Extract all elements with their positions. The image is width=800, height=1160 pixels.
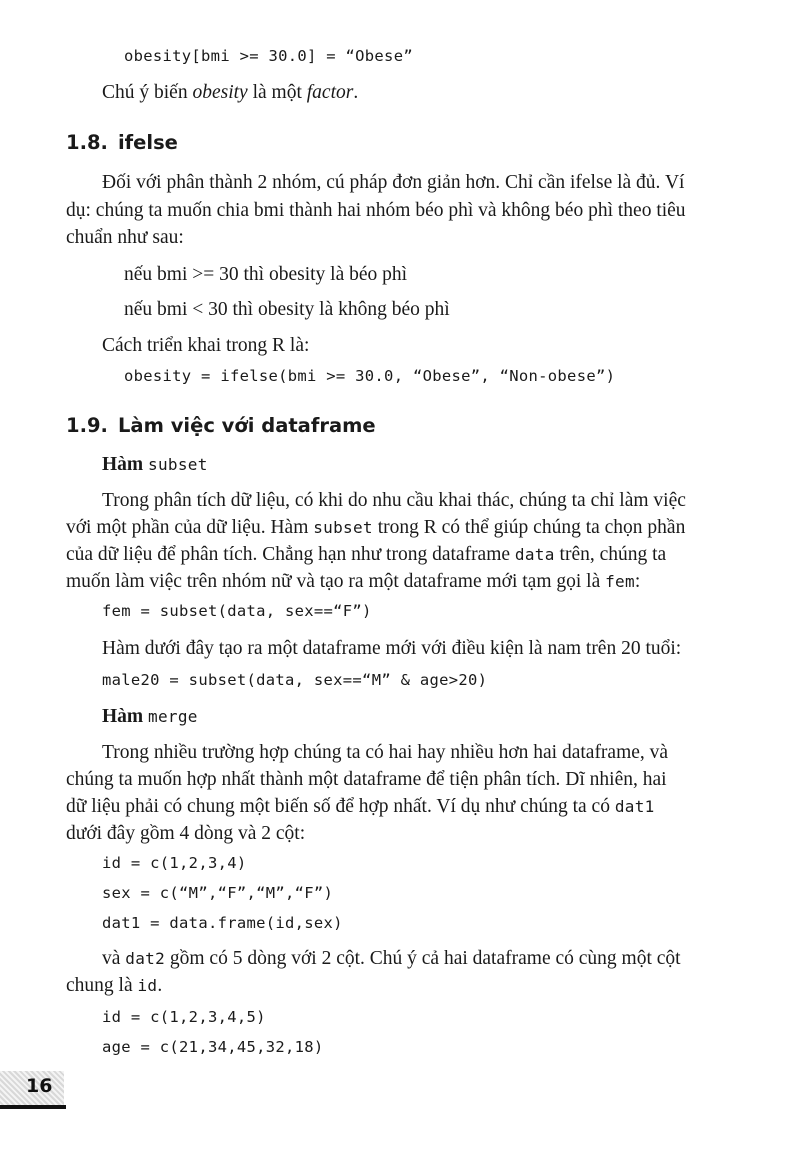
paragraph-subset-line-3: của dữ liệu để phân tích. Chẳng hạn như trong dataframe data trên, chúng ta [66, 544, 667, 565]
code-id2-vector: id = c(1,2,3,4,5) [102, 1008, 266, 1026]
paragraph-merge-line-1: Trong nhiều trường hợp chúng ta có hai hay nhiều hơn hai dataframe, và [102, 742, 669, 763]
code-age-vector: age = c(21,34,45,32,18) [102, 1038, 324, 1056]
page-number-box [0, 1071, 64, 1109]
paragraph-ifelse-line-1: Đối với phân thành 2 nhóm, cú pháp đơn giản hơn. Chỉ cần ifelse là đủ. Ví [102, 172, 685, 193]
code-obesity-assign: obesity[bmi >= 30.0] = “Obese” [124, 47, 413, 65]
subset-heading: Hàm subset [102, 454, 208, 475]
paragraph-ifelse-line-2: dụ: chúng ta muốn chia bmi thành hai nhóm béo phì và không béo phì theo tiêu [66, 200, 686, 221]
factor-note: Chú ý biến obesity là một factor. [102, 82, 359, 103]
code-ifelse: obesity = ifelse(bmi >= 30.0, “Obese”, “Non-obese”) [124, 367, 616, 385]
code-male20-subset: male20 = subset(data, sex==“M” & age>20) [102, 671, 488, 689]
paragraph-merge-line-3: dữ liệu phải có chung một biến số để hợp nhất. Ví dụ như chúng ta có dat1 [66, 796, 655, 817]
code-fem-subset: fem = subset(data, sex==“F”) [102, 602, 372, 620]
page-number-underline [0, 1105, 66, 1109]
code-sex-vector: sex = c(“M”,“F”,“M”,“F”) [102, 884, 334, 902]
paragraph-ifelse-line-3: chuẩn như sau: [66, 227, 184, 248]
section-heading-1-9: 1.9. Làm việc với dataframe [66, 414, 376, 437]
condition-non-obese: nếu bmi < 30 thì obesity là không béo phì [124, 299, 450, 320]
condition-obese: nếu bmi >= 30 thì obesity là béo phì [124, 264, 408, 285]
page-number: 16 [26, 1075, 53, 1097]
code-dat1-frame: dat1 = data.frame(id,sex) [102, 914, 343, 932]
paragraph-merge-line-2: chúng ta muốn hợp nhất thành một dataframe để tiện phân tích. Dĩ nhiên, hai [66, 769, 667, 790]
paragraph-subset-line-1: Trong phân tích dữ liệu, có khi do nhu cầu khai thác, chúng ta chỉ làm việc [102, 490, 686, 511]
merge-heading: Hàm merge [102, 706, 198, 727]
paragraph-male20: Hàm dưới đây tạo ra một dataframe mới với điều kiện là nam trên 20 tuổi: [102, 638, 682, 659]
code-id-vector: id = c(1,2,3,4) [102, 854, 247, 872]
paragraph-dat2-line-2: chung là id. [66, 975, 163, 996]
paragraph-merge-line-4: dưới đây gồm 4 dòng và 2 cột: [66, 823, 306, 844]
paragraph-subset-line-2: với một phần của dữ liệu. Hàm subset trong R có thể giúp chúng ta chọn phần [66, 517, 686, 538]
implementation-intro: Cách triển khai trong R là: [102, 335, 310, 356]
paragraph-dat2-line-1: và dat2 gồm có 5 dòng với 2 cột. Chú ý cả hai dataframe có cùng một cột [102, 948, 681, 969]
paragraph-subset-line-4: muốn làm việc trên nhóm nữ và tạo ra một dataframe mới tạm gọi là fem: [66, 571, 641, 592]
section-heading-1-8: 1.8. ifelse [66, 131, 178, 154]
